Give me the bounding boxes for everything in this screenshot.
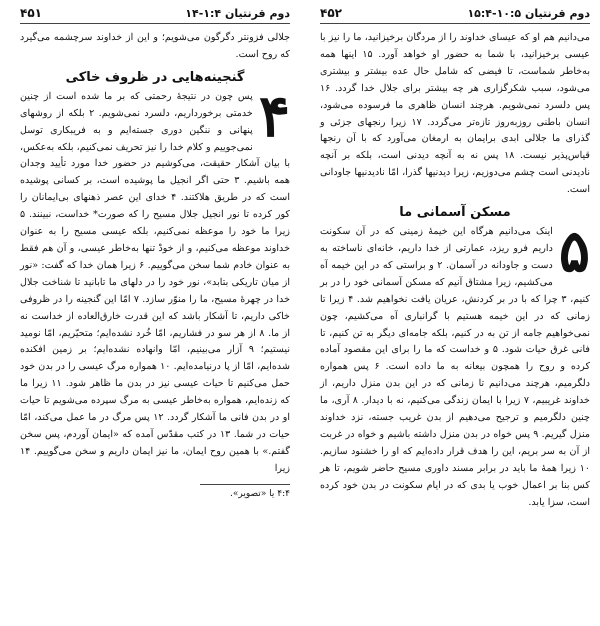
right-page-number: ۴۵۲ (320, 6, 342, 20)
left-page-header (20, 6, 290, 24)
left-page-intro-text: جلالی فزونتر دگرگون می‌شویم؛ و این از خداوند سرچشمه می‌گیرد که روح است. (20, 32, 290, 60)
right-page-chapter-number: ۵ (558, 217, 590, 286)
right-page-intro-text: می‌دانیم هم او که عیسای خداوند را از مردگان برخیزانید، ما را نیز با عیسی برخیزانید، با شما به حضور او خواهد آورد. ۱۵ اینها همه به‌خاطر شماست، تا فیضی که شامل حال عده بیشتر و بیشتری می‌شود، سبب شکرگزاری هر چه بیشتر برای جلال خدا گردد. ۱۶ پس دلسرد نمی‌شویم. هرچند انسان ظاهری ما فرسوده می‌شود، انسان باطنی روزبه‌روز تازه‌تر می‌گردد. ۱۷ زیرا رنجهای جزئی و گذرای ما جلالی ابدی برایمان به ارمغان می‌آورد که با آن رنجها قیاس‌پذیر نیست. ۱۸ پس نه به آنچه دیدنی است، بلکه بر آنچه نادیدنی است چشم می‌دوزیم، زیرا دیدنیها گذرا، امّا نادیدنیها جاودانی است. (320, 32, 590, 196)
left-page-body-text: پس چون در نتیجهٔ رحمتی که بر ما شده است از چنین خدمتی برخورداریم، دلسرد نمی‌شویم. ۲ بلکه از روشهای پنهانی و ننگین دوری جسته‌ایم و به فریبکاری توسل نمی‌جوییم و کلام خدا را نیز تحریف نمی‌کنیم، بلکه به‌عکس، با بیان آشکار حقیقت، می‌کوشیم در حضور خدا مورد تأیید وجدان همه باشیم. ۳ حتی اگر انجیل ما پوشیده است، بر کسانی پوشیده است که در طریق هلاکتند. ۴ خدای این عصر ذهنهای بی‌ایمانان را کور کرده تا نور انجیل جلال مسیح را که صورت* خداست، نبینند. ۵ زیرا ما خود را موعظه نمی‌کنیم، بلکه عیسی مسیح را به عنوان خداوند موعظه می‌کنیم، و از خودْ تنها به‌خاطر عیسی، و آن هم فقط به عنوان خادم شما سخن می‌گوییم. ۶ زیرا همان خدا که گفت: «نور از میان تاریکی بتابد»، نور خود را در دلهای ما تابانید تا شناخت جلال خدا در چهرهٔ مسیح، ما را منوّر سازد. ۷ امّا این گنجینه را در ظروفی خاکی داریم، تا آشکار باشد که این قدرت خارق‌العاده از خداست نه از ما. ۸ از هر سو در فشاریم، امّا خُرد نشده‌ایم؛ متحیّریم، امّا نومید نیستیم؛ ۹ آزار می‌بینیم، امّا وانهاده نشده‌ایم؛ بر زمین افکنده شده‌ایم، امّا از پا درنیامده‌ایم. ۱۰ همواره مرگ عیسی را در بدن خود حمل می‌کنیم تا حیات عیسی نیز در بدن ما ظاهر شود. ۱۱ زیرا ما که زنده‌ایم، همواره به‌خاطر عیسی به مرگ سپرده می‌شویم تا حیات او در بدن فانی ما آشکار گردد. ۱۲ پس مرگ در ما عمل می‌کند، امّا حیات در شما. ۱۳ در کتب مقدّس آمده که «ایمان آوردم، پس سخن گفتم.» با همین روح ایمان، ما نیز ایمان داریم و سخن می‌گوییم. ۱۴ زیرا (20, 90, 290, 474)
right-page-section-title: مسکن آسمانی ما (399, 205, 511, 221)
left-page-number: ۴۵۱ (20, 6, 42, 20)
right-page-header (320, 6, 590, 24)
left-page-footnote: ۴:۴ یا «تصویر». (230, 488, 290, 499)
right-page-body-text: اینک می‌دانیم هرگاه این خیمهٔ زمینی که در آن سکونت داریم فرو ریزد، عمارتی از خدا داریم، خانه‌ای ناساخته به دست و جاودانه در آسمان. ۲ و براستی که در این خیمه آه می‌کشیم، زیرا مشتاق آنیم که مسکن آسمانی خود را در بر کنیم، ۳ چرا که با در بر کردنش، عریان یافت نخواهیم شد. ۴ زیرا تا زمانی که در این خیمه هستیم با گرانباری آه می‌کشیم، چون نمی‌خواهیم جامه از تن به در کنیم، بلکه جامه‌ای دیگر به تن کنیم، تا فانی غرق حیات شود. ۵ و خداست که ما را برای این مقصود آماده کرده و روح را همچون بیعانه به ما داده است. ۶ پس همواره دلگرمیم، هرچند می‌دانیم تا زمانی که در این بدن منزل داریم، از خداوند غریبیم، ۷ زیرا با ایمان زندگی می‌کنیم، نه با دیدار. ۸ آری، ما چنین دلگرمیم و ترجیح می‌دهیم از بدن غریب جسته، نزد خداوند منزل گیریم. ۹ پس خواه در بدن منزل داشته باشیم و خواه در غربت از آن به سر بریم، این را هدف قرار داده‌ایم که او را خشنود سازیم. ۱۰ زیرا همهٔ ما باید در برابر مسند داوری مسیح حاضر شویم، تا هر کس بنا بر اعمال خوب یا بدی که در ایام سکونت در بدن خود کرده است، سزا یابد. (320, 226, 591, 508)
left-page-column (20, 6, 290, 499)
left-page-header-title: دوم قرنتیان ۱:۴-۱۴ (185, 6, 290, 20)
right-page-header-title: دوم قرنتیان ۱۰:۵-۱۵:۴ (467, 6, 590, 20)
footnote-rule (200, 484, 290, 485)
left-page-chapter-number: ۴ (258, 81, 290, 150)
right-page-column (320, 6, 590, 511)
left-page-section-title: گنجینه‌هایی در ظروف خاکی (65, 69, 245, 85)
